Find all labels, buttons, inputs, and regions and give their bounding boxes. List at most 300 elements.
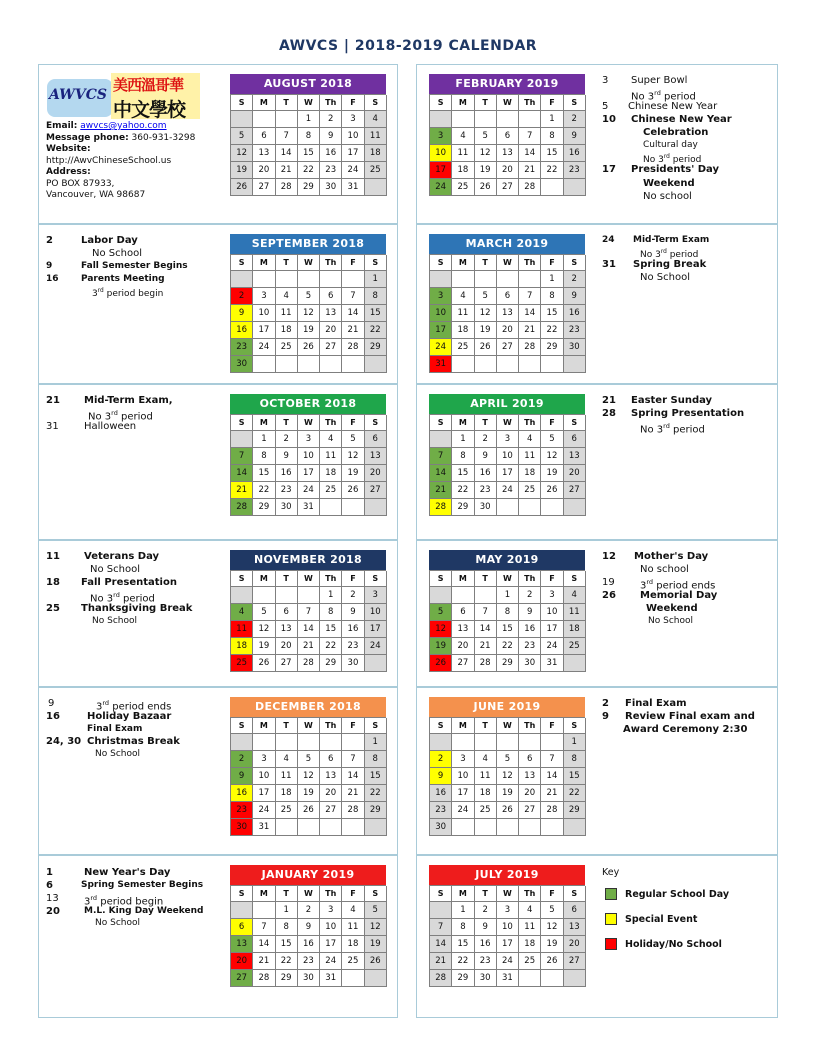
day-cell: 23 bbox=[564, 322, 586, 339]
empty-cell bbox=[276, 587, 298, 604]
day-cell: 2 bbox=[298, 902, 320, 919]
day-cell: 29 bbox=[452, 970, 474, 987]
empty-cell bbox=[519, 819, 541, 836]
day-cell: 25 bbox=[276, 339, 298, 356]
page-title: AWVCS | 2018-2019 CALENDAR bbox=[278, 38, 538, 54]
day-cell: 28 bbox=[541, 802, 563, 819]
day-cell: 1 bbox=[298, 111, 320, 128]
day-cell: 5 bbox=[298, 751, 320, 768]
day-cell: 3 bbox=[430, 288, 452, 305]
day-cell: 30 bbox=[564, 339, 586, 356]
day-cell: 30 bbox=[342, 655, 364, 672]
day-cell: 30 bbox=[231, 819, 253, 836]
day-cell: 15 bbox=[452, 465, 474, 482]
weekday-header: S bbox=[231, 571, 253, 587]
day-cell: 16 bbox=[276, 465, 298, 482]
weekday-header: M bbox=[253, 886, 275, 902]
weekday-header: T bbox=[276, 571, 298, 587]
weekday-header: M bbox=[452, 255, 474, 271]
day-cell: 7 bbox=[231, 448, 253, 465]
day-cell: 29 bbox=[497, 655, 519, 672]
day-cell: 17 bbox=[253, 322, 275, 339]
day-cell: 29 bbox=[253, 499, 275, 516]
empty-cell bbox=[519, 356, 541, 373]
day-cell: 3 bbox=[342, 111, 364, 128]
day-cell: 25 bbox=[475, 802, 497, 819]
calendar-february-2019 bbox=[429, 74, 585, 196]
day-cell: 21 bbox=[231, 482, 253, 499]
day-cell: 30 bbox=[475, 499, 497, 516]
key-label-regular: Regular School Day bbox=[625, 889, 730, 900]
weekday-header: F bbox=[342, 415, 364, 431]
empty-cell bbox=[253, 356, 275, 373]
empty-cell bbox=[342, 734, 364, 751]
day-cell: 21 bbox=[519, 162, 541, 179]
empty-cell bbox=[365, 970, 387, 987]
day-cell: 4 bbox=[276, 288, 298, 305]
day-cell: 8 bbox=[253, 448, 275, 465]
calendar-september-2018 bbox=[230, 234, 386, 373]
day-cell: 30 bbox=[430, 819, 452, 836]
event-date: 12 bbox=[602, 551, 616, 562]
day-cell: 30 bbox=[298, 970, 320, 987]
event-date: 20 bbox=[46, 906, 60, 917]
day-cell: 6 bbox=[320, 751, 342, 768]
day-cell: 3 bbox=[497, 902, 519, 919]
event-title: Mid-Term Exam, bbox=[84, 395, 173, 406]
weekday-header: M bbox=[253, 415, 275, 431]
day-cell: 1 bbox=[276, 902, 298, 919]
day-cell: 11 bbox=[365, 128, 387, 145]
day-cell: 17 bbox=[430, 162, 452, 179]
empty-cell bbox=[475, 111, 497, 128]
day-cell: 13 bbox=[320, 305, 342, 322]
weekday-header: M bbox=[452, 571, 474, 587]
day-cell: 3 bbox=[253, 751, 275, 768]
empty-cell bbox=[541, 970, 563, 987]
day-cell: 15 bbox=[298, 145, 320, 162]
weekday-header: M bbox=[253, 718, 275, 734]
empty-cell bbox=[452, 587, 474, 604]
weekday-header: T bbox=[276, 255, 298, 271]
day-cell: 12 bbox=[475, 305, 497, 322]
day-cell: 5 bbox=[253, 604, 275, 621]
event-date: 31 bbox=[602, 259, 616, 270]
month-header: APRIL 2019 bbox=[429, 394, 585, 414]
day-cell: 2 bbox=[276, 431, 298, 448]
day-cell: 29 bbox=[320, 655, 342, 672]
day-cell: 13 bbox=[365, 448, 387, 465]
day-cell: 21 bbox=[541, 785, 563, 802]
school-logo bbox=[47, 73, 200, 119]
day-cell: 10 bbox=[452, 768, 474, 785]
day-cell: 11 bbox=[276, 305, 298, 322]
day-cell: 5 bbox=[541, 431, 563, 448]
day-cell: 28 bbox=[430, 499, 452, 516]
weekday-header: S bbox=[365, 255, 387, 271]
month-header: JULY 2019 bbox=[429, 865, 585, 885]
day-cell: 28 bbox=[276, 179, 298, 196]
day-cell: 22 bbox=[320, 638, 342, 655]
day-cell: 21 bbox=[475, 638, 497, 655]
day-cell: 1 bbox=[365, 271, 387, 288]
day-cell: 19 bbox=[497, 785, 519, 802]
day-cell: 25 bbox=[452, 339, 474, 356]
day-cell: 2 bbox=[231, 288, 253, 305]
weekday-header: W bbox=[298, 255, 320, 271]
empty-cell bbox=[253, 902, 275, 919]
event-date: 31 bbox=[46, 421, 59, 432]
day-cell: 31 bbox=[430, 356, 452, 373]
day-cell: 5 bbox=[475, 288, 497, 305]
logo-chinese-top: 美西溫哥華 bbox=[113, 76, 184, 94]
empty-cell bbox=[365, 356, 387, 373]
day-cell: 12 bbox=[298, 305, 320, 322]
event-sub: No 3rd period bbox=[90, 591, 155, 605]
empty-cell bbox=[519, 499, 541, 516]
day-cell: 13 bbox=[497, 305, 519, 322]
empty-cell bbox=[298, 819, 320, 836]
weekday-header: T bbox=[276, 415, 298, 431]
empty-cell bbox=[430, 271, 452, 288]
email-label: Email: bbox=[46, 121, 78, 131]
month-grid bbox=[429, 570, 585, 672]
email-link[interactable]: awvcs@yahoo.com bbox=[80, 121, 167, 131]
day-cell: 10 bbox=[430, 305, 452, 322]
day-cell: 7 bbox=[430, 448, 452, 465]
day-cell: 31 bbox=[298, 499, 320, 516]
day-cell: 26 bbox=[541, 482, 563, 499]
day-cell: 19 bbox=[342, 465, 364, 482]
empty-cell bbox=[231, 111, 253, 128]
empty-cell bbox=[231, 734, 253, 751]
event-sub: No school bbox=[643, 191, 692, 202]
weekday-header: F bbox=[342, 571, 364, 587]
event-title: Spring Semester Begins bbox=[81, 880, 204, 890]
day-cell: 1 bbox=[541, 111, 563, 128]
day-cell: 29 bbox=[564, 802, 586, 819]
event-sub: No School bbox=[640, 272, 690, 283]
day-cell: 22 bbox=[452, 482, 474, 499]
event-title: Halloween bbox=[84, 421, 137, 432]
weekday-header: T bbox=[475, 415, 497, 431]
weekday-header: Th bbox=[320, 571, 342, 587]
day-cell: 24 bbox=[342, 162, 364, 179]
empty-cell bbox=[430, 902, 452, 919]
empty-cell bbox=[298, 587, 320, 604]
event-date: 24, 30 bbox=[46, 736, 82, 747]
day-cell: 28 bbox=[519, 179, 541, 196]
month-grid bbox=[230, 717, 386, 836]
day-cell: 24 bbox=[365, 638, 387, 655]
day-cell: 24 bbox=[497, 482, 519, 499]
event-date: 16 bbox=[46, 274, 59, 284]
day-cell: 12 bbox=[497, 768, 519, 785]
day-cell: 2 bbox=[564, 271, 586, 288]
weekday-header: F bbox=[342, 255, 364, 271]
month-header: AUGUST 2018 bbox=[230, 74, 386, 94]
event-sub: No 3rd period bbox=[88, 409, 153, 423]
empty-cell bbox=[497, 111, 519, 128]
empty-cell bbox=[541, 734, 563, 751]
day-cell: 11 bbox=[320, 448, 342, 465]
empty-cell bbox=[452, 271, 474, 288]
day-cell: 8 bbox=[320, 604, 342, 621]
day-cell: 6 bbox=[564, 431, 586, 448]
day-cell: 30 bbox=[231, 356, 253, 373]
day-cell: 16 bbox=[519, 621, 541, 638]
day-cell: 12 bbox=[475, 145, 497, 162]
day-cell: 21 bbox=[519, 322, 541, 339]
empty-cell bbox=[430, 734, 452, 751]
month-grid bbox=[230, 94, 386, 196]
day-cell: 20 bbox=[452, 638, 474, 655]
empty-cell bbox=[298, 271, 320, 288]
event-date: 2 bbox=[602, 698, 609, 709]
weekday-header: S bbox=[564, 718, 586, 734]
day-cell: 8 bbox=[298, 128, 320, 145]
day-cell: 18 bbox=[519, 936, 541, 953]
day-cell: 3 bbox=[430, 128, 452, 145]
day-cell: 23 bbox=[231, 802, 253, 819]
event-sub: 3rd period begin bbox=[92, 288, 164, 299]
empty-cell bbox=[497, 819, 519, 836]
event-title: Christmas Break bbox=[87, 736, 180, 747]
weekday-header: S bbox=[564, 571, 586, 587]
day-cell: 12 bbox=[541, 919, 563, 936]
day-cell: 31 bbox=[253, 819, 275, 836]
day-cell: 1 bbox=[452, 431, 474, 448]
day-cell: 14 bbox=[342, 305, 364, 322]
day-cell: 18 bbox=[276, 322, 298, 339]
day-cell: 23 bbox=[342, 638, 364, 655]
empty-cell bbox=[320, 819, 342, 836]
weekday-header: T bbox=[475, 571, 497, 587]
day-cell: 21 bbox=[253, 953, 275, 970]
day-cell: 9 bbox=[564, 288, 586, 305]
event-title: Chinese New Year bbox=[631, 114, 732, 125]
day-cell: 3 bbox=[365, 587, 387, 604]
day-cell: 22 bbox=[253, 482, 275, 499]
day-cell: 30 bbox=[475, 970, 497, 987]
empty-cell bbox=[320, 271, 342, 288]
day-cell: 8 bbox=[365, 751, 387, 768]
weekday-header: Th bbox=[519, 415, 541, 431]
day-cell: 13 bbox=[452, 621, 474, 638]
weekday-header: S bbox=[430, 571, 452, 587]
day-cell: 9 bbox=[276, 448, 298, 465]
website-value[interactable]: http://AwvChineseSchool.us bbox=[46, 155, 172, 166]
weekday-header: S bbox=[231, 95, 253, 111]
day-cell: 8 bbox=[452, 448, 474, 465]
calendar-december-2018 bbox=[230, 697, 386, 836]
day-cell: 23 bbox=[475, 482, 497, 499]
weekday-header: Th bbox=[320, 718, 342, 734]
day-cell: 27 bbox=[564, 482, 586, 499]
day-cell: 23 bbox=[475, 953, 497, 970]
empty-cell bbox=[276, 271, 298, 288]
weekday-header: T bbox=[276, 886, 298, 902]
empty-cell bbox=[430, 111, 452, 128]
day-cell: 6 bbox=[564, 902, 586, 919]
day-cell: 31 bbox=[541, 655, 563, 672]
empty-cell bbox=[497, 271, 519, 288]
weekday-header: S bbox=[564, 255, 586, 271]
day-cell: 19 bbox=[430, 638, 452, 655]
day-cell: 14 bbox=[298, 621, 320, 638]
weekday-header: S bbox=[430, 718, 452, 734]
event-date: 24 bbox=[602, 235, 615, 245]
weekday-header: S bbox=[430, 886, 452, 902]
day-cell: 2 bbox=[320, 111, 342, 128]
empty-cell bbox=[430, 587, 452, 604]
empty-cell bbox=[564, 179, 586, 196]
day-cell: 15 bbox=[564, 768, 586, 785]
weekday-header: S bbox=[365, 718, 387, 734]
day-cell: 17 bbox=[298, 465, 320, 482]
day-cell: 23 bbox=[430, 802, 452, 819]
day-cell: 17 bbox=[452, 785, 474, 802]
day-cell: 18 bbox=[320, 465, 342, 482]
empty-cell bbox=[231, 587, 253, 604]
weekday-header: F bbox=[541, 718, 563, 734]
day-cell: 4 bbox=[365, 111, 387, 128]
day-cell: 7 bbox=[430, 919, 452, 936]
event-title: Final Exam bbox=[625, 698, 687, 709]
day-cell: 1 bbox=[365, 734, 387, 751]
weekday-header: W bbox=[298, 415, 320, 431]
empty-cell bbox=[276, 734, 298, 751]
phone-value: 360-931-3298 bbox=[131, 132, 196, 143]
weekday-header: M bbox=[452, 415, 474, 431]
weekday-header: W bbox=[298, 718, 320, 734]
day-cell: 15 bbox=[541, 145, 563, 162]
day-cell: 13 bbox=[253, 145, 275, 162]
day-cell: 25 bbox=[231, 655, 253, 672]
weekday-header: S bbox=[365, 886, 387, 902]
day-cell: 21 bbox=[430, 953, 452, 970]
event-date: 16 bbox=[46, 711, 60, 722]
day-cell: 17 bbox=[253, 785, 275, 802]
day-cell: 4 bbox=[342, 902, 364, 919]
day-cell: 22 bbox=[298, 162, 320, 179]
weekday-header: M bbox=[253, 255, 275, 271]
day-cell: 27 bbox=[564, 953, 586, 970]
day-cell: 22 bbox=[564, 785, 586, 802]
weekday-header: F bbox=[541, 886, 563, 902]
day-cell: 28 bbox=[475, 655, 497, 672]
weekday-header: S bbox=[430, 95, 452, 111]
empty-cell bbox=[276, 819, 298, 836]
day-cell: 17 bbox=[320, 936, 342, 953]
day-cell: 28 bbox=[519, 339, 541, 356]
event-sub: Celebration bbox=[643, 127, 709, 138]
weekday-header: S bbox=[231, 415, 253, 431]
day-cell: 6 bbox=[276, 604, 298, 621]
event-date: 28 bbox=[602, 408, 616, 419]
event-sub: No School bbox=[90, 564, 140, 575]
day-cell: 20 bbox=[564, 465, 586, 482]
weekday-header: W bbox=[497, 415, 519, 431]
month-header: NOVEMBER 2018 bbox=[230, 550, 386, 570]
day-cell: 26 bbox=[298, 339, 320, 356]
day-cell: 7 bbox=[541, 751, 563, 768]
calendar-october-2018 bbox=[230, 394, 386, 516]
event-sub: No School bbox=[95, 749, 140, 759]
weekday-header: F bbox=[342, 718, 364, 734]
day-cell: 4 bbox=[519, 431, 541, 448]
empty-cell bbox=[452, 734, 474, 751]
event-sub: Award Ceremony 2:30 bbox=[623, 724, 748, 735]
empty-cell bbox=[365, 819, 387, 836]
day-cell: 6 bbox=[365, 431, 387, 448]
weekday-header: S bbox=[231, 886, 253, 902]
day-cell: 10 bbox=[365, 604, 387, 621]
day-cell: 25 bbox=[519, 482, 541, 499]
day-cell: 30 bbox=[519, 655, 541, 672]
empty-cell bbox=[365, 655, 387, 672]
day-cell: 18 bbox=[365, 145, 387, 162]
day-cell: 11 bbox=[475, 768, 497, 785]
event-date: 2 bbox=[46, 235, 53, 246]
weekday-header: S bbox=[365, 95, 387, 111]
day-cell: 12 bbox=[365, 919, 387, 936]
day-cell: 3 bbox=[253, 288, 275, 305]
key-label-special: Special Event bbox=[625, 914, 698, 925]
event-sub: No 3rd period bbox=[640, 249, 699, 260]
day-cell: 10 bbox=[253, 305, 275, 322]
empty-cell bbox=[342, 271, 364, 288]
logo-text: AWVCS bbox=[49, 87, 108, 103]
empty-cell bbox=[342, 499, 364, 516]
day-cell: 13 bbox=[564, 448, 586, 465]
day-cell: 27 bbox=[276, 655, 298, 672]
day-cell: 16 bbox=[430, 785, 452, 802]
day-cell: 12 bbox=[430, 621, 452, 638]
key-swatch-regular bbox=[605, 888, 617, 900]
weekday-header: S bbox=[564, 415, 586, 431]
day-cell: 2 bbox=[231, 751, 253, 768]
day-cell: 21 bbox=[342, 785, 364, 802]
day-cell: 11 bbox=[564, 604, 586, 621]
day-cell: 10 bbox=[541, 604, 563, 621]
day-cell: 27 bbox=[365, 482, 387, 499]
website-label: Website: bbox=[46, 144, 91, 154]
day-cell: 4 bbox=[564, 587, 586, 604]
day-cell: 11 bbox=[231, 621, 253, 638]
day-cell: 1 bbox=[320, 587, 342, 604]
day-cell: 23 bbox=[298, 953, 320, 970]
month-grid bbox=[230, 885, 386, 987]
day-cell: 18 bbox=[276, 785, 298, 802]
empty-cell bbox=[541, 499, 563, 516]
event-title: Mid-Term Exam bbox=[633, 235, 710, 245]
day-cell: 9 bbox=[342, 604, 364, 621]
day-cell: 5 bbox=[342, 431, 364, 448]
event-title: Review Final exam and bbox=[625, 711, 755, 722]
day-cell: 4 bbox=[276, 751, 298, 768]
day-cell: 28 bbox=[342, 339, 364, 356]
weekday-header: Th bbox=[320, 255, 342, 271]
day-cell: 18 bbox=[564, 621, 586, 638]
day-cell: 17 bbox=[430, 322, 452, 339]
weekday-header: T bbox=[276, 718, 298, 734]
day-cell: 20 bbox=[365, 465, 387, 482]
day-cell: 31 bbox=[497, 970, 519, 987]
day-cell: 19 bbox=[298, 322, 320, 339]
calendar-november-2018 bbox=[230, 550, 386, 672]
day-cell: 19 bbox=[541, 465, 563, 482]
